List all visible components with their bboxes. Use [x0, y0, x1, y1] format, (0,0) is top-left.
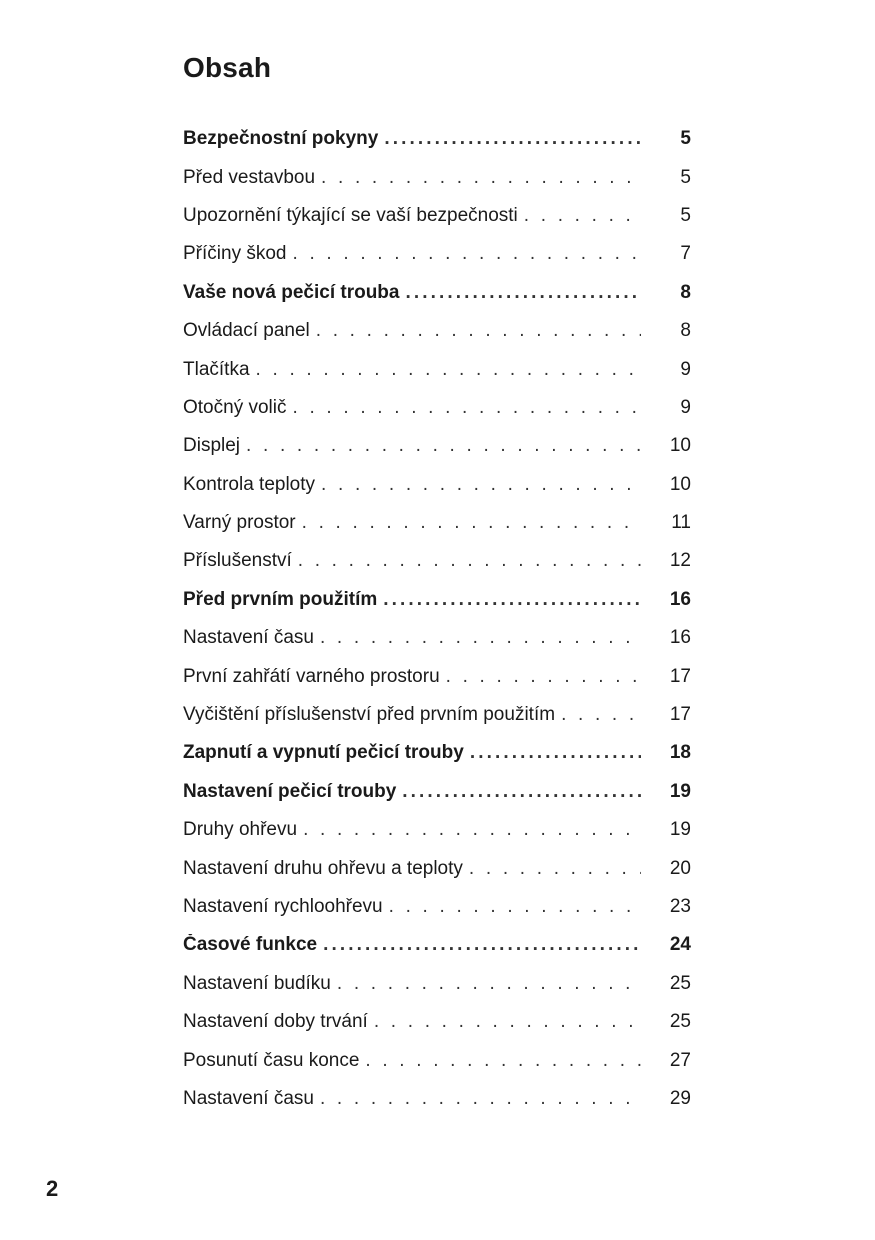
toc-dot-leader	[320, 1088, 641, 1110]
toc-dot-leader	[321, 167, 641, 189]
toc-entry-label: Vyčištění příslušenství před prvním použitím	[183, 704, 556, 726]
toc-entry-page-number: 12	[669, 550, 691, 572]
toc-entry-label: Bezpečnostní pokyny	[183, 128, 379, 150]
toc-entry-leader-group	[183, 781, 641, 803]
toc-entry-label: Nastavení času	[183, 627, 314, 649]
toc-entry-label: Nastavení pečicí trouby	[183, 780, 397, 802]
toc-entry-page-number: 16	[669, 588, 691, 610]
toc-dot-leader	[298, 550, 641, 572]
toc-entry-page-number: 7	[680, 243, 691, 265]
toc-entry[interactable]	[183, 849, 691, 887]
toc-entry[interactable]	[183, 466, 691, 504]
toc-entry-label: Nastavení času	[183, 1087, 314, 1109]
toc-entry-page-number: 10	[669, 435, 691, 457]
toc-entry-leader-group	[183, 973, 641, 995]
toc-entry-page-number: 23	[669, 896, 691, 917]
toc-entry-label: Časové funkce	[183, 934, 318, 956]
toc-entry-label: Druhy ohřevu	[183, 819, 298, 841]
toc-dot-leader	[524, 205, 641, 227]
toc-entry-page-number: 17	[669, 704, 691, 726]
toc-entry[interactable]	[183, 197, 691, 235]
toc-entry-leader-group	[183, 742, 641, 764]
toc-entry[interactable]	[183, 1041, 691, 1079]
toc-entry[interactable]	[183, 235, 691, 273]
toc-dot-leader	[365, 1050, 641, 1072]
toc-entry[interactable]	[183, 504, 691, 542]
toc-entry-label: Ovládací panel	[183, 320, 310, 342]
toc-entry-label: Před prvním použitím	[183, 588, 378, 610]
toc-dot-leader	[292, 243, 641, 265]
toc-entry-label: Tlačítka	[183, 358, 250, 380]
toc-entry-label: Nastavení druhu ohřevu a teploty	[183, 857, 463, 879]
toc-entry-leader-group	[183, 435, 641, 457]
toc-entry-leader-group	[183, 550, 641, 572]
toc-entry-leader-group	[183, 282, 641, 304]
toc-entry-page-number: 20	[669, 857, 691, 879]
toc-entry-leader-group	[183, 205, 641, 227]
toc-entry-page-number: 29	[669, 1087, 691, 1109]
toc-section-entry[interactable]	[183, 274, 691, 312]
toc-entry-label: Zapnutí a vypnutí pečicí trouby	[183, 742, 464, 764]
toc-entry-page-number: 10	[669, 473, 691, 495]
toc-entry-label: Otočný volič	[183, 396, 287, 418]
toc-entry-page-number: 27	[669, 1049, 691, 1071]
toc-entry-leader-group	[183, 512, 641, 534]
page-number: 2	[46, 1176, 59, 1201]
toc-entry-page-number: 8	[680, 281, 691, 303]
toc-dot-leader	[469, 858, 641, 880]
toc-entry-page-number: 5	[680, 204, 691, 226]
toc-dot-leader	[320, 627, 641, 649]
toc-entry-leader-group	[183, 397, 641, 419]
toc-entry-page-number: 9	[680, 358, 691, 380]
toc-entry-leader-group	[183, 128, 641, 150]
toc-entry-page-number: 11	[671, 512, 691, 534]
toc-entry[interactable]	[183, 1003, 691, 1041]
toc-entry[interactable]	[183, 965, 691, 1003]
toc-entry[interactable]	[183, 888, 691, 926]
toc-dot-leader	[246, 435, 641, 457]
toc-entry-leader-group	[183, 359, 641, 381]
toc-entry-label: Nastavení budíku	[183, 972, 331, 994]
toc-entry-leader-group	[183, 167, 641, 189]
toc-entry-page-number: 9	[680, 396, 691, 418]
toc-entry-label: Příčiny škod	[183, 243, 287, 265]
toc-entry-label: Nastavení rychloohřevu	[183, 896, 383, 917]
toc-entry-leader-group	[183, 589, 641, 611]
toc-dot-leader	[316, 320, 641, 342]
toc-entry-leader-group	[183, 704, 641, 726]
toc-dot-leader	[323, 934, 641, 956]
toc-entry[interactable]	[183, 542, 691, 580]
toc-entry-label: Displej	[183, 435, 241, 457]
toc-dot-leader	[389, 896, 641, 918]
toc-entry-label: První zahřátí varného prostoru	[183, 665, 440, 687]
toc-entry-label: Před vestavbou	[183, 166, 316, 188]
toc-entry-leader-group	[183, 243, 641, 265]
toc-entry-leader-group	[183, 896, 641, 918]
toc-entry-page-number: 17	[669, 665, 691, 687]
toc-entry-page-number: 5	[680, 166, 691, 188]
toc-entry-leader-group	[183, 627, 641, 649]
toc-entry[interactable]	[183, 427, 691, 465]
toc-entry-leader-group	[183, 819, 641, 841]
toc-entry-label: Varný prostor	[183, 512, 296, 534]
toc-dot-leader	[303, 819, 641, 841]
toc-dot-leader	[446, 666, 641, 688]
toc-section-entry[interactable]	[183, 734, 691, 772]
table-of-contents	[183, 120, 691, 1118]
toc-entry[interactable]	[183, 158, 691, 196]
toc-section-entry[interactable]	[183, 581, 691, 619]
toc-entry-leader-group	[183, 858, 641, 880]
toc-entry-label: Vaše nová pečicí trouba	[183, 281, 400, 303]
toc-entry-label: Kontrola teploty	[183, 473, 316, 495]
toc-entry[interactable]	[183, 1080, 691, 1118]
toc-entry-leader-group	[183, 1088, 641, 1110]
toc-dot-leader	[561, 704, 641, 726]
toc-entry-page-number: 19	[669, 819, 691, 841]
toc-dot-leader	[374, 1011, 641, 1033]
toc-dot-leader	[256, 359, 641, 381]
toc-dot-leader	[405, 282, 641, 304]
toc-entry[interactable]	[183, 350, 691, 388]
toc-entry-leader-group	[183, 1011, 641, 1033]
toc-entry-page-number: 18	[669, 742, 691, 764]
toc-entry[interactable]	[183, 811, 691, 849]
toc-entry[interactable]	[183, 619, 691, 657]
toc-entry-leader-group	[183, 1050, 641, 1072]
toc-entry[interactable]	[183, 657, 691, 695]
toc-dot-leader	[470, 742, 641, 764]
toc-section-entry[interactable]	[183, 926, 691, 964]
toc-entry-label: Nastavení doby trvání	[183, 1011, 368, 1033]
toc-entry-page-number: 25	[669, 972, 691, 994]
toc-entry-page-number: 24	[669, 934, 691, 956]
toc-entry-leader-group	[183, 474, 641, 496]
toc-entry-label: Upozornění týkající se vaší bezpečnosti	[183, 204, 518, 226]
toc-entry-leader-group	[183, 934, 641, 956]
toc-section-entry[interactable]	[183, 773, 691, 811]
toc-entry[interactable]	[183, 312, 691, 350]
toc-entry-page-number: 25	[669, 1011, 691, 1033]
toc-dot-leader	[302, 512, 641, 534]
page-title: Obsah	[183, 52, 272, 83]
toc-entry-page-number: 19	[669, 780, 691, 802]
toc-dot-leader	[384, 128, 641, 150]
toc-section-entry[interactable]	[183, 120, 691, 158]
toc-entry[interactable]	[183, 389, 691, 427]
toc-dot-leader	[383, 589, 641, 611]
toc-entry-page-number: 5	[680, 128, 691, 150]
toc-dot-leader	[402, 781, 641, 803]
toc-entry[interactable]	[183, 696, 691, 734]
toc-dot-leader	[337, 973, 641, 995]
toc-entry-leader-group	[183, 666, 641, 688]
toc-entry-page-number: 16	[669, 627, 691, 649]
toc-dot-leader	[321, 474, 641, 496]
toc-entry-page-number: 8	[680, 320, 691, 342]
toc-entry-label: Posunutí času konce	[183, 1049, 360, 1071]
toc-entry-leader-group	[183, 320, 641, 342]
toc-dot-leader	[292, 397, 641, 419]
toc-entry-label: Příslušenství	[183, 550, 292, 572]
